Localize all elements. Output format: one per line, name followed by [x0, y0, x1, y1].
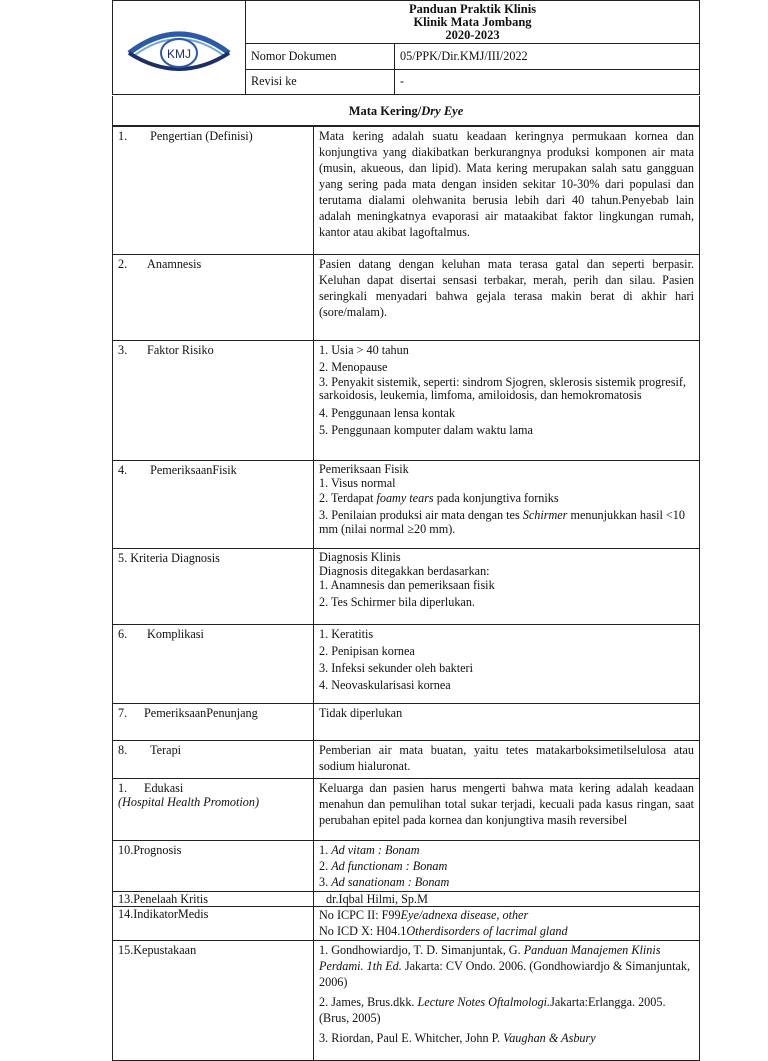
- italic-term: Otherdisorders of lacrimal gland: [406, 924, 568, 938]
- row-label: [113, 461, 314, 549]
- list-item: 3. Infeksi sekunder oleh bakteri: [319, 661, 473, 675]
- title-line-2: Klinik Mata Jombang: [413, 14, 532, 29]
- row-content: Keluarga dan pasien harus mengerti bahwa mata kering adalah keadaan menahun dan pemulihan total sukar terjadi, kecuali pada kasus ringan, saat perubahan epitel pada kornea dan konjungtiva masih reversibel: [314, 779, 700, 841]
- text-span: No ICPC II: F99: [319, 908, 401, 922]
- row-label-text: Pengertian (Definisi): [150, 129, 253, 143]
- row-label-text: Faktor Risiko: [147, 343, 214, 357]
- title-line-1: Panduan Praktik Klinis: [408, 1, 537, 16]
- document-header: [112, 0, 700, 95]
- item-number: 1.: [319, 843, 332, 857]
- table-row: [113, 704, 700, 741]
- italic-term: Schirmer: [522, 508, 568, 522]
- table-row: [113, 779, 700, 841]
- list-item: 5. Penggunaan komputer dalam waktu lama: [319, 423, 533, 437]
- list-item: 4. Neovaskularisasi kornea: [319, 678, 451, 692]
- italic-term: Vaughan & Asbury: [503, 1031, 596, 1045]
- italic-term: foamy tears: [376, 491, 434, 505]
- row-label: [113, 127, 314, 255]
- reference-item: [319, 1030, 694, 1046]
- table-row: [113, 941, 700, 1061]
- table-row: [113, 625, 700, 704]
- list-item: 3. Penyakit sistemik, seperti: sindrom Sjogren, sklerosis sistemik progresif, sarkoidosis, leukemia, limfoma, amiloidosis, dan hemokromatosis: [319, 375, 686, 402]
- table-row: [113, 907, 700, 941]
- list-item: [319, 491, 694, 505]
- reference-item: [319, 994, 694, 1026]
- clinic-logo: [113, 1, 246, 95]
- table-row: [113, 255, 700, 341]
- doc-number-value: 05/PPK/Dir.KMJ/III/2022: [395, 44, 700, 69]
- revision-label: Revisi ke: [246, 69, 395, 94]
- reference-item: [319, 942, 694, 990]
- table-row: [113, 741, 700, 779]
- row-label: [113, 779, 314, 841]
- row-label-text: Edukasi: [144, 781, 184, 795]
- title-line-3: 2020-2023: [445, 27, 500, 42]
- document-title: [246, 1, 700, 44]
- list-item: 1. Visus normal: [319, 476, 396, 490]
- icd-code: [319, 922, 694, 940]
- italic-term: Ad sanationam : Bonam: [331, 875, 450, 889]
- row-label-text: Terapi: [150, 743, 182, 757]
- row-label: 10.Prognosis: [113, 841, 314, 892]
- row-number: 1.: [118, 781, 128, 795]
- item-number: 3.: [319, 875, 332, 889]
- doc-number-label: Nomor Dokumen: [246, 44, 395, 69]
- text-span: Jakarta:Erlangga. 2005. (Brus, 2005): [319, 995, 666, 1025]
- list-item: 2. Tes Schirmer bila diperlukan.: [319, 595, 475, 609]
- row-content: [314, 907, 700, 941]
- row-sublabel-text: (Hospital Health Promotion): [118, 795, 260, 809]
- text-span: 3. Penilaian produksi air mata dengan tes: [319, 508, 523, 522]
- row-label-text: Komplikasi: [147, 627, 204, 641]
- row-content: dr.Iqbal Hilmi, Sp.M: [314, 892, 700, 907]
- row-heading: Pemeriksaan Fisik: [319, 462, 409, 476]
- row-number: 6.: [118, 627, 128, 641]
- list-item: 1. Keratitis: [319, 627, 374, 641]
- row-label: [113, 255, 314, 341]
- row-content: Pemberian air mata buatan, yaitu tetes matakarboksimetilselulosa atau sodium hialuronat.: [314, 741, 700, 779]
- table-row: [113, 549, 700, 625]
- row-content: Pasien datang dengan keluhan mata terasa gatal dan seperti berpasir. Keluhan dapat disertai sensasi terbakar, merah, perih dan silau. Pasien seringkali menyadari bahwa gejala terasa makin berat di akhir hari (sore/malam).: [314, 255, 700, 341]
- row-content: [314, 841, 700, 892]
- logo-text: KMJ: [167, 46, 191, 61]
- row-label: [113, 704, 314, 741]
- section-title-italic: Dry Eye: [421, 104, 464, 118]
- text-span: pada konjungtiva forniks: [433, 491, 559, 505]
- row-content: [314, 461, 700, 549]
- table-row: [113, 841, 700, 892]
- row-label: 13.Penelaah Kritis: [113, 892, 314, 907]
- row-content: [314, 549, 700, 625]
- row-content: Tidak diperlukan: [314, 704, 700, 741]
- list-item: [319, 508, 694, 536]
- revision-value: -: [395, 69, 700, 94]
- row-heading: Diagnosis Klinis: [319, 550, 401, 564]
- row-content: [314, 941, 700, 1061]
- row-number: 2.: [118, 257, 128, 271]
- row-sublabel: [118, 796, 308, 809]
- list-item: [319, 842, 694, 858]
- row-number: 7.: [118, 706, 128, 720]
- row-label-text: PemeriksaanFisik: [150, 463, 237, 477]
- section-title: [112, 96, 700, 126]
- italic-term: Ad vitam : Bonam: [331, 843, 420, 857]
- item-number: 2.: [319, 859, 332, 873]
- icpc-code: [319, 908, 694, 922]
- list-item: [319, 858, 694, 874]
- table-row: [113, 892, 700, 907]
- text-span: 2. James, Brus.dkk.: [319, 995, 418, 1009]
- section-title-plain: Mata Kering/: [348, 104, 422, 118]
- text-span: menunjukkan hasil <10 mm (nilai normal ≥20 mm).: [319, 508, 685, 536]
- row-number: 4.: [118, 463, 128, 477]
- row-number: 3.: [118, 343, 128, 357]
- italic-term: Lecture Notes Oftalmologi.: [417, 995, 551, 1009]
- row-label: 14.IndikatorMedis: [113, 907, 314, 941]
- row-label: [113, 741, 314, 779]
- text-span: No ICD X: H04.1: [319, 924, 407, 938]
- row-content: [314, 341, 700, 461]
- table-row: [113, 461, 700, 549]
- list-item: [319, 874, 694, 890]
- row-label: 15.Kepustakaan: [113, 941, 314, 1061]
- list-item: 2. Menopause: [319, 360, 388, 374]
- row-number: 1.: [118, 129, 128, 143]
- row-content: [314, 625, 700, 704]
- italic-term: Eye/adnexa disease, other: [400, 908, 529, 922]
- content-table: [112, 126, 700, 1061]
- table-row: [113, 127, 700, 255]
- row-content: Mata kering adalah suatu keadaan keringnya permukaan kornea dan konjungtiva yang diakibatkan berkurangnya produksi komponen air mata (musin, akueous, dan lipid). Mata kering merupakan salah satu gangguan yang sering pada mata dengan insiden sekitar 10-30% dari populasi dan terutama dialami olehwanita berusia lebih dari 40 tahun.Penyebab lain adalah meningkatnya evaporasi air mataakibat faktor lingkungan rumah, kantor atau akibat lagoftalmus.: [314, 127, 700, 255]
- text-span: 3. Riordan, Paul E. Whitcher, John P.: [319, 1031, 504, 1045]
- row-label: 5. Kriteria Diagnosis: [113, 549, 314, 625]
- list-item: 2. Penipisan kornea: [319, 644, 415, 658]
- row-number: 8.: [118, 743, 128, 757]
- row-label-text: PemeriksaanPenunjang: [144, 706, 258, 720]
- text-span: 2. Terdapat: [319, 491, 377, 505]
- eye-logo-icon: [125, 21, 233, 81]
- italic-term: Ad functionam : Bonam: [331, 859, 448, 873]
- italic-term: Panduan Manajemen Klinis Perdami. 1th Ed.: [319, 943, 661, 973]
- row-subheading: Diagnosis ditegakkan berdasarkan:: [319, 564, 490, 578]
- row-label-text: Anamnesis: [147, 257, 202, 271]
- list-item: 1. Anamnesis dan pemeriksaan fisik: [319, 578, 495, 592]
- list-item: 4. Penggunaan lensa kontak: [319, 406, 456, 420]
- table-row: [113, 341, 700, 461]
- text-span: 1. Gondhowiardjo, T. D. Simanjuntak, G.: [319, 943, 524, 957]
- row-label: [113, 625, 314, 704]
- row-label-main: [118, 780, 308, 796]
- row-label: [113, 341, 314, 461]
- text-span: Jakarta: CV Ondo. 2006. (Gondhowiardjo & Simanjuntak, 2006): [319, 959, 691, 989]
- list-item: 1. Usia > 40 tahun: [319, 343, 409, 357]
